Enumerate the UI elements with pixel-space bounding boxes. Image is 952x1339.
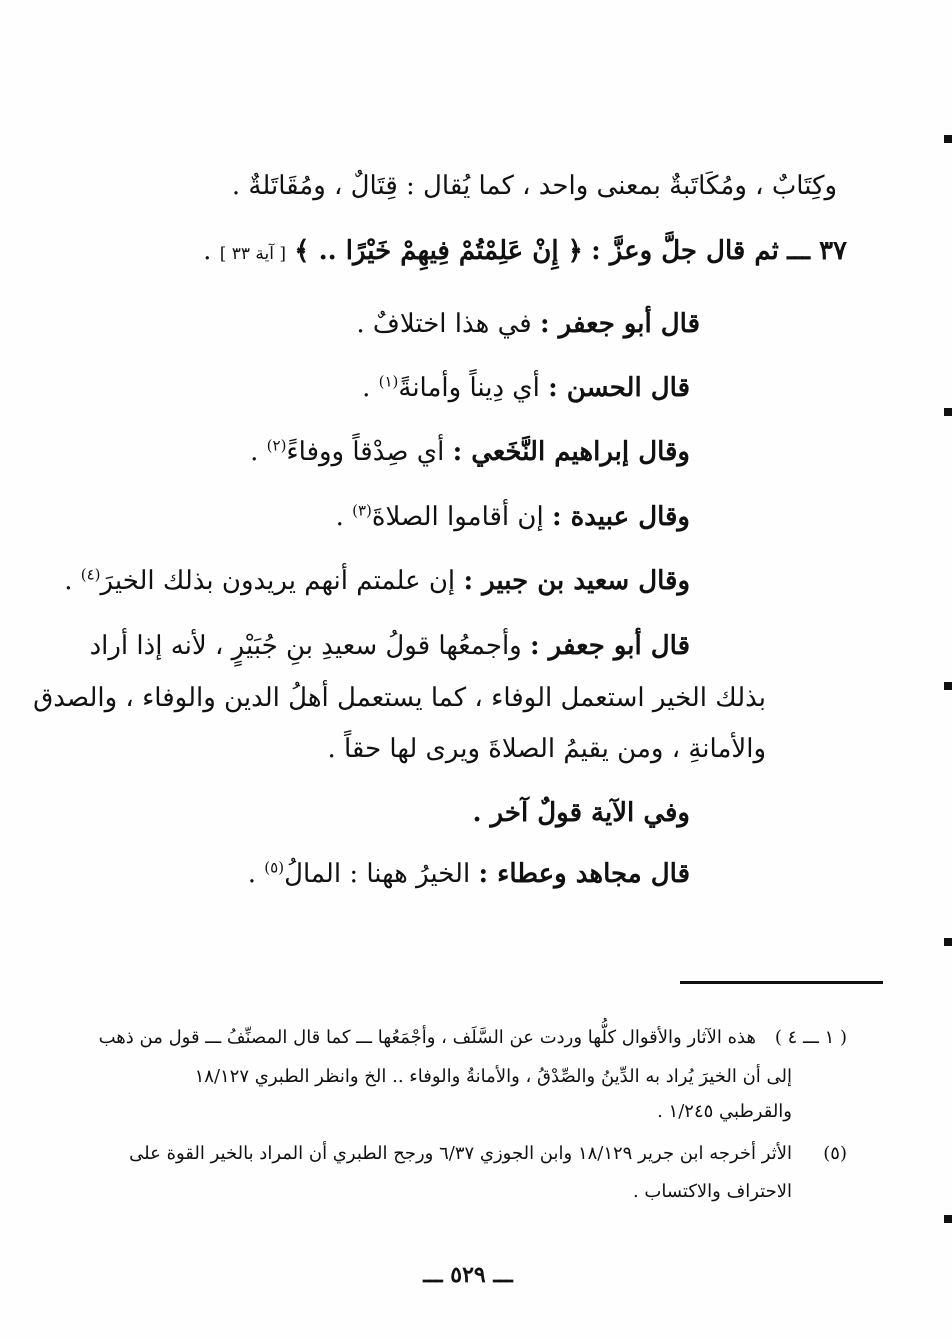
edge-mark [944,408,952,416]
edge-mark [944,938,952,946]
footnote-text: هذه الآثار والأقوال كلُّها وردت عن السَّلَف ، وأجْمَعُها ـــ كما قال المصنِّفُ ـــ قول من ذهب [98,1027,756,1048]
body-line-1 [232,168,837,204]
body-line-8 [90,628,690,664]
line-end: . [335,502,344,532]
footnote-5-number [823,1141,847,1167]
body-text: في هذا اختلافٌ . [356,309,532,339]
footnote-number: ( ١ ـــ ٤ ) [774,1027,847,1048]
footnote-text: والقرطبي ١/٢٤٥ . [657,1101,792,1122]
footnote-1-4-number [775,1025,847,1051]
line-end: . [362,373,371,403]
edge-mark [944,682,952,690]
footnote-text: الاحتراف والاكتساب . [632,1181,792,1202]
line-end: . [250,437,259,467]
speaker: وقال سعيد بن جبير : [463,566,690,596]
body-text: أي صِدْقاً ووفاءً [286,437,445,467]
footnote-ref: (٤) [80,565,101,584]
body-text: إن علمتم أنهم يريدون بذلك الخيرَ [100,566,456,596]
body-line-6 [336,499,690,535]
body-text: والأمانةِ ، ومن يقيمُ الصلاةَ ويرى لها حقاً . [327,734,766,764]
footnote-text: إلى أن الخيرَ يُراد به الدِّينُ والصِّدْقُ ، والأمانةُ والوفاء .. الخ وانظر الطبري ١٨/١٢٧ [194,1066,792,1087]
footnote-ref: (٢) [266,436,287,455]
footnote-ref: (١) [378,372,399,391]
edge-mark [944,135,952,143]
body-line-11 [472,795,690,831]
body-text: بذلك الخير استعمل الوفاء ، كما يستعمل أهلُ الدين والوفاء ، والصدق [33,683,766,713]
footnote-1-4-line-3 [657,1099,792,1125]
item-number: ٣٧ ـــ [787,236,847,266]
body-line-12 [248,856,690,892]
body-line-4 [362,370,690,406]
body-line-9 [33,680,766,716]
body-text: إن أقاموا الصلاةَ [371,502,544,532]
speaker: قال مجاهد وعطاء : [478,859,690,889]
line-end: . [64,566,73,596]
body-text: الخيرُ ههنا : المالُ [284,859,471,889]
item-heading: ثم قال جلَّ وعزَّ : [591,236,779,266]
speaker: وقال عبيدة : [552,502,690,532]
speaker: قال أبو جعفر : [540,309,700,339]
footnote-text: الأثر أخرجه ابن جرير ١٨/١٢٩ وابن الجوزي ٦/٣٧ ورجح الطبري أن المراد بالخير القوة على [129,1143,792,1164]
body-line-7 [64,563,690,599]
speaker: وقال إبراهيم النَّخَعي : [452,437,690,467]
footnote-ref: (٣) [352,501,372,520]
footnote-1-4-line-1 [99,1025,756,1051]
body-line-5 [250,434,690,470]
speaker: قال الحسن : [548,373,690,403]
line-end: . [247,859,257,889]
footnote-ref: (٥) [264,858,285,877]
verse-reference: [ آية ٣٣ ] [219,244,287,264]
quran-verse: ﴿ إِنْ عَلِمْتُمْ فِيهِمْ خَيْرًا .. ﴾ [294,236,583,266]
body-line-10 [327,731,766,767]
body-text: وأجمعُها قولُ سعيدِ بنِ جُبَيْرٍ ، لأنه إذا أراد [89,631,522,661]
line-end: . [203,236,212,266]
body-text: أي دِيناً وأمانةً [398,373,540,403]
speaker: قال أبو جعفر : [530,631,690,661]
footnote-5-line-1 [129,1141,792,1167]
body-text: وفي الآية قولٌ آخر . [472,798,690,828]
edge-mark [944,1215,952,1223]
page-number: ـــ ٥٢٩ ـــ [423,1262,513,1288]
body-text: وكِتَابٌ ، ومُكَاتَبةٌ بمعنى واحد ، كما يُقال : قِتَالٌ ، ومُقَاتَلةٌ . [231,171,837,201]
footnote-separator [680,981,883,984]
footnote-number: (٥) [823,1143,847,1164]
body-line-2 [203,233,847,272]
body-line-3 [356,306,700,342]
footnote-5-line-2 [633,1179,792,1205]
footnote-1-4-line-2 [195,1064,792,1090]
